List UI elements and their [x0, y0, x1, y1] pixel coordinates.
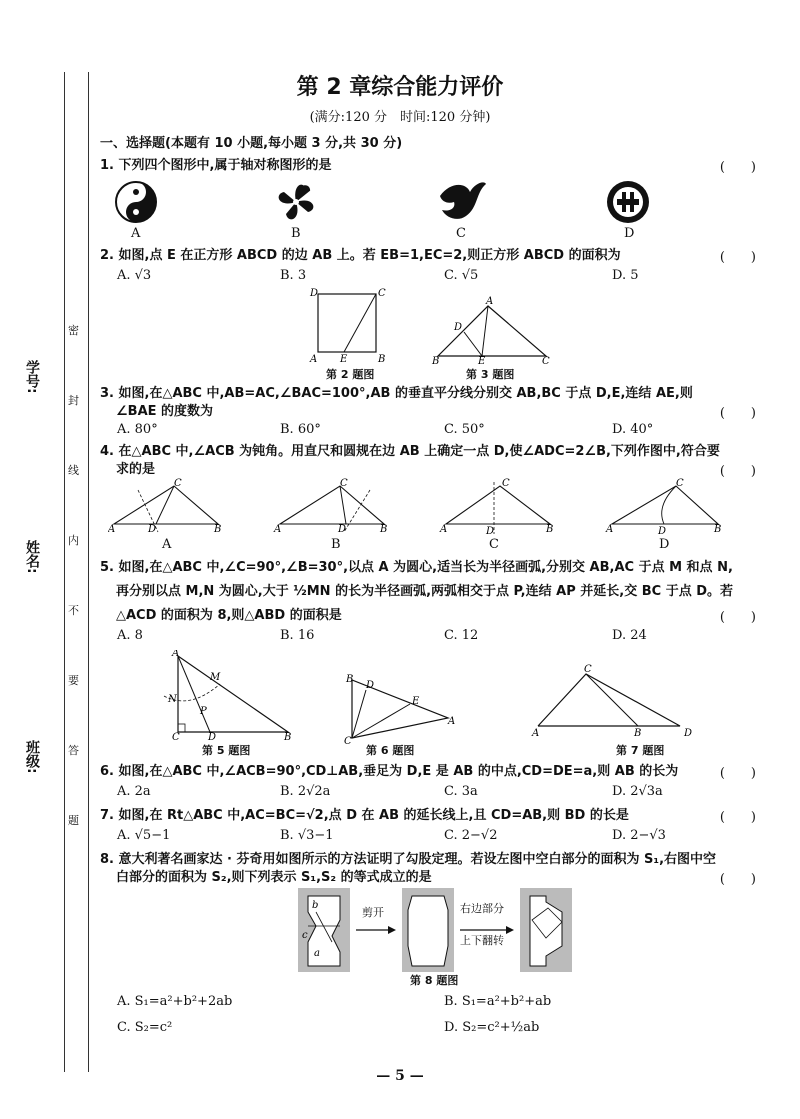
fig8-arrow-cut [356, 926, 396, 934]
q7-stem: 7. 如图,在 Rt△ABC 中,AC=BC=√2,点 D 在 AB 的延长线上,且 CD=AB,则 BD 的长是 [100, 808, 629, 823]
q4-label-d: D [659, 537, 670, 552]
svg-text:B: B [378, 354, 386, 365]
fig8-arrow-flip-label-top: 右边部分 [460, 902, 504, 915]
svg-text:D: D [148, 524, 157, 535]
bird-icon [440, 182, 486, 218]
fig7-triangle-diagram [530, 664, 700, 740]
q8-option-a: A. S₁=a²+b²+2ab [117, 994, 233, 1009]
q3-option-a: A. 80° [117, 422, 158, 437]
svg-text:E: E [340, 354, 348, 365]
fig7-caption: 第 7 题图 [616, 744, 665, 757]
q5-stem-line2: 再分别以点 M,N 为圆心,大于 ½MN 的长为半径画弧,两弧相交于点 P,连结 AP 并延长,交 BC 于点 D。若 [116, 584, 734, 599]
svg-text:A: A [486, 296, 494, 307]
svg-text:A: A [448, 716, 456, 727]
q6-option-b: B. 2√2a [280, 784, 331, 799]
svg-text:E: E [412, 696, 420, 707]
q7-option-c: C. 2−√2 [444, 828, 498, 843]
fig8-caption: 第 8 题图 [410, 974, 459, 987]
q2-option-d: D. 5 [612, 268, 639, 283]
svg-text:b: b [312, 900, 319, 911]
svg-text:C: C [378, 288, 386, 299]
seal-char: 封 [68, 394, 79, 407]
seal-char: 答 [68, 744, 79, 757]
binding-line-inner [88, 72, 89, 1072]
q6-option-c: C. 3a [444, 784, 478, 799]
seal-char: 要 [68, 674, 79, 687]
q8-answer-blank: ( ) [719, 872, 756, 887]
q2-option-b: B. 3 [280, 268, 307, 283]
seal-char: 题 [68, 814, 79, 827]
binding-line-outer [64, 72, 65, 1072]
q3-stem-line1: 3. 如图,在△ABC 中,AB=AC,∠BAC=100°,AB 的垂直平分线分别交 AB,BC 于点 D,E,连结 AE,则 [100, 386, 693, 401]
name-label: 姓名: [24, 540, 40, 574]
svg-text:A: A [440, 524, 448, 535]
svg-text:A: A [310, 354, 318, 365]
q6-option-d: D. 2√3a [612, 784, 663, 799]
class-label: 班级: [24, 740, 40, 774]
q4-figure-d [605, 478, 721, 537]
q7-option-a: A. √5−1 [117, 828, 171, 843]
q4-construction-figures [108, 478, 768, 538]
fig3-caption: 第 3 题图 [466, 368, 515, 381]
svg-text:A: A [172, 650, 180, 659]
q8-stem-line2: 白部分的面积为 S₂,则下列表示 S₁,S₂ 的等式成立的是 [116, 870, 432, 885]
seal-char: 线 [68, 464, 79, 477]
q3-option-b: B. 60° [280, 422, 321, 437]
q8-stem-line1: 8. 意大利著名画家达 · 芬奇用如图所示的方法证明了勾股定理。若设左图中空白部分的面积为 S₁,右图中空 [100, 852, 717, 867]
yin-yang-icon [116, 182, 156, 222]
svg-text:C: C [676, 478, 684, 489]
svg-text:M: M [210, 672, 221, 683]
svg-text:C: C [502, 478, 510, 489]
fig8-arrow-cut-label: 剪开 [362, 906, 384, 919]
svg-text:C: C [542, 356, 550, 366]
q4-figure-c [439, 478, 553, 537]
svg-text:N: N [168, 694, 177, 705]
q6-answer-blank: ( ) [719, 766, 756, 781]
q4-label-b: B [331, 537, 341, 552]
svg-text:C: C [584, 664, 592, 675]
svg-text:a: a [314, 948, 320, 959]
q1-stem: 1. 下列四个图形中,属于轴对称图形的是 [100, 158, 332, 173]
q1-figures [108, 178, 768, 238]
q5-stem-line1: 5. 如图,在△ABC 中,∠C=90°,∠B=30°,以点 A 为圆心,适当长为半径画弧,分别交 AB,AC 于点 M 和点 N, [100, 560, 733, 575]
q2-option-a: A. √3 [117, 268, 152, 283]
svg-text:B: B [284, 732, 292, 742]
fig6-triangle-diagram [340, 674, 460, 744]
fig8-middle-panel [402, 888, 454, 972]
fig8-arrow-flip-label-bottom: 上下翻转 [460, 934, 504, 947]
q4-label-c: C [489, 537, 499, 552]
q7-answer-blank: ( ) [719, 810, 756, 825]
svg-text:c: c [302, 930, 308, 941]
svg-text:D: D [486, 526, 495, 537]
svg-text:B: B [214, 524, 222, 535]
svg-text:A: A [606, 524, 614, 535]
fig3-triangle-diagram [428, 296, 558, 366]
fig8-left-panel [298, 888, 350, 972]
q6-stem: 6. 如图,在△ABC 中,∠ACB=90°,CD⊥AB,垂足为 D,E 是 AB 的中点,CD=DE=a,则 AB 的长为 [100, 764, 679, 779]
q4-answer-blank: ( ) [719, 464, 756, 479]
coin-icon [607, 181, 649, 223]
q5-option-b: B. 16 [280, 628, 315, 643]
svg-text:C: C [172, 732, 180, 742]
page-title: 第 2 章综合能力评价 [296, 75, 504, 100]
q6-option-a: A. 2a [117, 784, 151, 799]
seal-char: 不 [68, 604, 79, 617]
section-heading: 一、选择题(本题有 10 小题,每小题 3 分,共 30 分) [100, 136, 403, 151]
fig6-caption: 第 6 题图 [366, 744, 415, 757]
svg-text:A: A [274, 524, 282, 535]
svg-text:D: D [454, 322, 463, 333]
fig2-caption: 第 2 题图 [326, 368, 375, 381]
q3-stem-line2: ∠BAE 的度数为 [116, 404, 214, 419]
q5-option-a: A. 8 [117, 628, 143, 643]
q2-answer-blank: ( ) [719, 250, 756, 265]
svg-text:D: D [684, 728, 693, 739]
q1-label-d: D [624, 226, 635, 241]
q4-stem-line1: 4. 在△ABC 中,∠ACB 为钝角。用直尺和圆规在边 AB 上确定一点 D,使∠ADC=2∠B,下列作图中,符合要 [100, 444, 720, 459]
svg-text:B: B [346, 674, 354, 685]
q5-option-d: D. 24 [612, 628, 647, 643]
fig8-right-panel [520, 888, 572, 972]
svg-text:D: D [338, 524, 347, 535]
q1-label-b: B [291, 226, 301, 241]
q5-stem-line3: △ACD 的面积为 8,则△ABD 的面积是 [116, 608, 342, 623]
q4-stem-line2: 求的是 [116, 462, 156, 477]
svg-text:C: C [344, 736, 352, 744]
fig5-caption: 第 5 题图 [202, 744, 251, 757]
fig5-triangle-diagram [160, 650, 310, 742]
svg-text:P: P [200, 706, 207, 717]
svg-text:B: B [432, 356, 440, 366]
fig2-square-diagram [300, 286, 390, 366]
q5-answer-blank: ( ) [719, 610, 756, 625]
fig8-davinci-diagram [296, 886, 576, 976]
q2-stem: 2. 如图,点 E 在正方形 ABCD 的边 AB 上。若 EB=1,EC=2,则正方形 ABCD 的面积为 [100, 248, 621, 263]
q1-label-a: A [131, 226, 141, 241]
q2-option-c: C. √5 [444, 268, 479, 283]
q1-answer-blank: ( ) [719, 160, 756, 175]
seal-char: 内 [68, 534, 79, 547]
svg-text:D: D [310, 288, 319, 299]
svg-text:D: D [658, 526, 667, 537]
q4-figure-a [108, 478, 221, 535]
q5-option-c: C. 12 [444, 628, 479, 643]
q8-option-c: C. S₂=c² [117, 1020, 173, 1035]
q3-option-d: D. 40° [612, 422, 654, 437]
student-id-label: 学号: [24, 360, 40, 394]
q4-label-a: A [162, 537, 172, 552]
q3-option-c: C. 50° [444, 422, 485, 437]
svg-text:B: B [546, 524, 554, 535]
svg-text:B: B [380, 524, 388, 535]
q8-option-d: D. S₂=c²+½ab [444, 1020, 540, 1035]
q1-label-c: C [456, 226, 466, 241]
fig8-arrow-flip [460, 926, 514, 934]
svg-text:D: D [366, 680, 375, 691]
bauhinia-icon [279, 183, 314, 219]
page-number: — 5 — [376, 1068, 424, 1084]
q7-option-d: D. 2−√3 [612, 828, 666, 843]
page-subtitle: (满分:120 分 时间:120 分钟) [309, 110, 491, 125]
svg-text:A: A [108, 524, 116, 535]
q7-option-b: B. √3−1 [280, 828, 334, 843]
q4-figure-b [273, 478, 387, 535]
svg-text:B: B [714, 524, 722, 535]
svg-text:A: A [532, 728, 540, 739]
seal-char: 密 [68, 324, 79, 337]
svg-text:E: E [478, 356, 486, 366]
svg-text:D: D [208, 732, 217, 742]
svg-text:C: C [340, 478, 348, 489]
q8-option-b: B. S₁=a²+b²+ab [444, 994, 552, 1009]
svg-text:B: B [634, 728, 642, 739]
svg-text:C: C [174, 478, 182, 489]
q3-answer-blank: ( ) [719, 406, 756, 421]
